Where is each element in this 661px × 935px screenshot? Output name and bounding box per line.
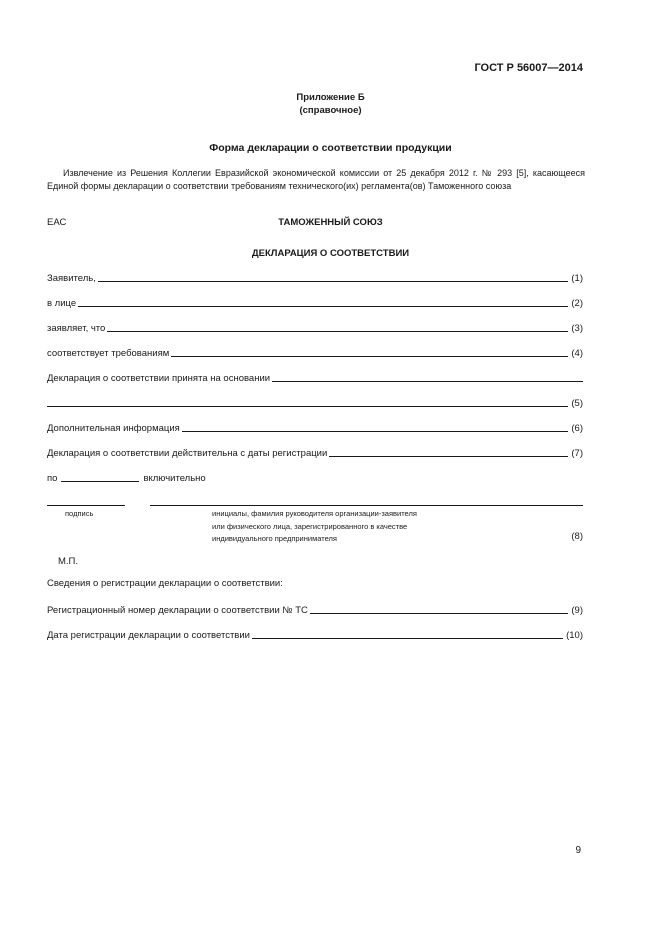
field-label: соответствует требованиям: [47, 348, 170, 359]
field-label: Дата регистрации декларации о соответствии: [47, 630, 250, 641]
name-caption-line-1: инициалы, фамилия руководителя организации-заявителя: [212, 509, 417, 518]
registration-heading: Сведения о регистрации декларации о соответствии:: [47, 578, 283, 589]
fill-line[interactable]: [61, 481, 139, 482]
signature-line[interactable]: [47, 505, 125, 506]
fill-line[interactable]: [171, 356, 568, 357]
field-label: заявляет, что: [47, 323, 106, 334]
field-additional-info[interactable]: [47, 421, 583, 434]
field-valid-until[interactable]: [47, 471, 206, 484]
stamp-place: М.П.: [58, 556, 79, 567]
fill-line[interactable]: [47, 406, 568, 407]
field-registration-number[interactable]: [47, 603, 583, 616]
fill-line[interactable]: [272, 381, 583, 382]
fill-line[interactable]: [98, 281, 569, 282]
field-number: (9): [571, 605, 583, 616]
intro-paragraph: Извлечение из Решения Коллегии Евразийской экономической комиссии от 25 декабря 2012 г. № 293 [5], касающееся Единой формы декларации о соответствии требованиям технического(их) регламента(ов) Таможенного союза: [47, 168, 585, 191]
page-number: 9: [575, 845, 581, 856]
field-number: (3): [571, 323, 583, 334]
form-title: Форма декларации о соответствии продукции: [209, 142, 452, 154]
field-number: (7): [571, 448, 583, 459]
field-registration-date[interactable]: [47, 628, 583, 641]
field-number: (4): [571, 348, 583, 359]
name-caption-line-2: или физического лица, зарегистрированного в качестве: [212, 521, 408, 531]
field-basis[interactable]: [47, 371, 583, 384]
field-applicant[interactable]: [47, 271, 583, 284]
field-number: (8): [571, 531, 583, 542]
field-complies[interactable]: [47, 346, 583, 359]
field-basis-continued[interactable]: [47, 396, 583, 409]
eac-mark: ЕАС: [47, 217, 67, 228]
field-number: (6): [571, 423, 583, 434]
standard-designation: ГОСТ Р 56007—2014: [474, 62, 583, 74]
field-label: Дополнительная информация: [47, 423, 180, 434]
field-number: (2): [571, 298, 583, 309]
field-label: Заявитель,: [47, 273, 96, 284]
name-line[interactable]: [150, 505, 583, 506]
field-declares[interactable]: [47, 321, 583, 334]
field-label: Регистрационный номер декларации о соответствии № ТС: [47, 605, 308, 616]
fill-line[interactable]: [182, 431, 569, 432]
signature-label: подпись: [65, 509, 94, 518]
valid-until-prefix: по: [47, 473, 58, 484]
fill-line[interactable]: [329, 456, 568, 457]
name-caption-line-3: индивидуального предпринимателя: [212, 534, 337, 543]
valid-until-suffix: включительно: [143, 473, 206, 484]
name-caption: [212, 508, 417, 546]
declaration-heading: ДЕКЛАРАЦИЯ О СООТВЕТСТВИИ: [251, 248, 410, 259]
field-in-person[interactable]: [47, 296, 583, 309]
fill-line[interactable]: [78, 306, 568, 307]
fill-line[interactable]: [310, 613, 568, 614]
field-number: (1): [571, 273, 583, 284]
field-number: (5): [571, 398, 583, 409]
fill-line[interactable]: [107, 331, 568, 332]
field-valid-from[interactable]: [47, 446, 583, 459]
appendix-title: Приложение Б: [296, 92, 365, 103]
fill-line[interactable]: [252, 638, 563, 639]
field-label: в лице: [47, 298, 77, 309]
field-label: Декларация о соответствии принята на основании: [47, 373, 271, 384]
customs-union-heading: ТАМОЖЕННЫЙ СОЮЗ: [278, 217, 383, 228]
appendix-subtitle: (справочное): [299, 105, 362, 116]
field-number: (10): [566, 630, 583, 641]
field-label: Декларация о соответствии действительна с даты регистрации: [47, 448, 328, 459]
